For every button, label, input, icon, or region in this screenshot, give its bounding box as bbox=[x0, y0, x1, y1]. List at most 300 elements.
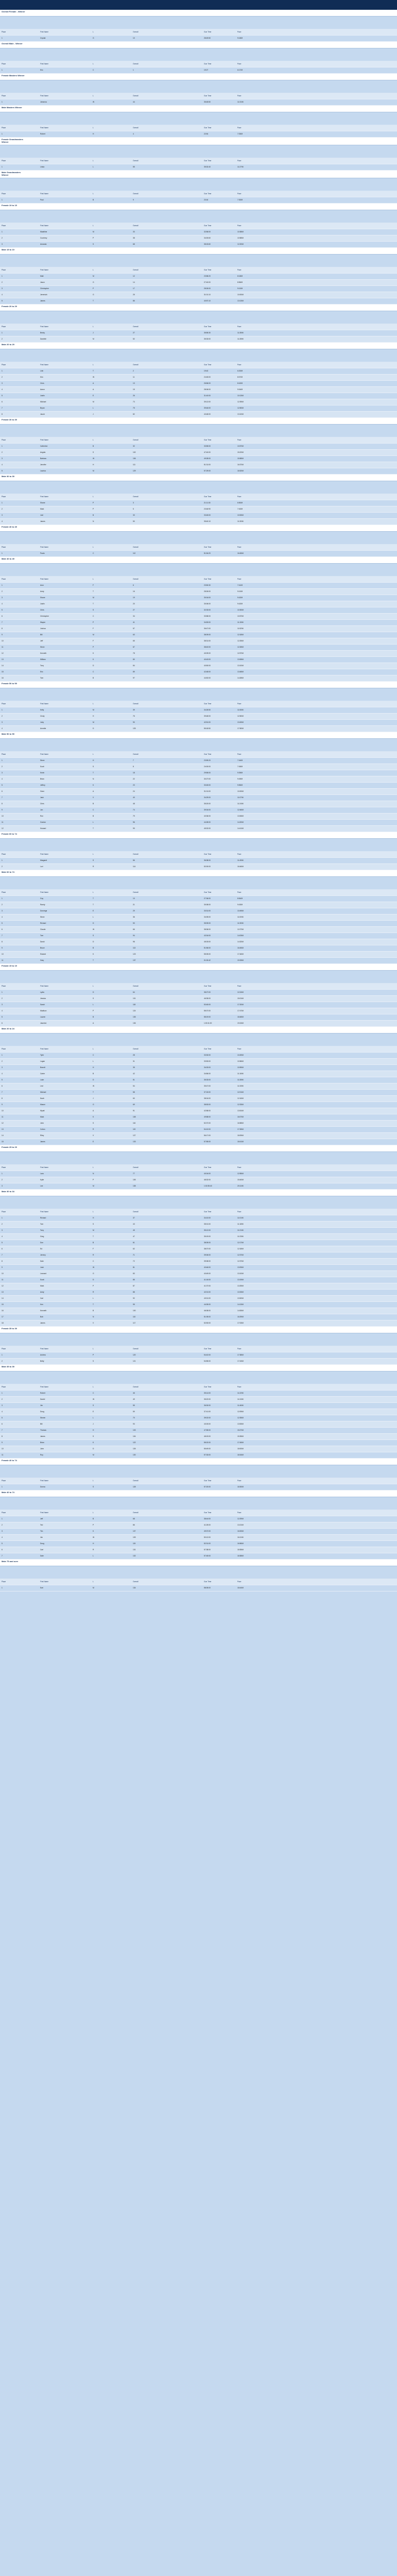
col-initial: M bbox=[93, 1586, 94, 1589]
col-overall: 123 bbox=[133, 953, 136, 955]
col-overall: 27 bbox=[133, 608, 135, 611]
col-overall: 101 bbox=[133, 997, 136, 999]
table-row bbox=[0, 1585, 397, 1591]
col-initial: M bbox=[93, 400, 94, 403]
category-heading bbox=[0, 1365, 397, 1371]
spacer-row bbox=[0, 1465, 397, 1478]
col-pace: 14:53/M bbox=[237, 1309, 244, 1312]
col-gun-time: 43:01:00 bbox=[204, 1297, 211, 1299]
col-first-name: Donnege bbox=[40, 909, 47, 912]
col-initial: S bbox=[93, 1404, 94, 1406]
col-initial: K bbox=[93, 652, 94, 654]
col-overall-header: Overall bbox=[133, 224, 139, 227]
table-header-row bbox=[0, 362, 397, 368]
col-pace: 11:07/M bbox=[237, 796, 244, 799]
col-first-name: Paola bbox=[40, 552, 45, 554]
col-pace: 16:29/M bbox=[237, 1315, 244, 1318]
category-title: Female 40 to 74 bbox=[2, 1459, 17, 1462]
col-first-name-header: First Name bbox=[40, 1511, 49, 1514]
col-first-name: Justin bbox=[40, 602, 45, 605]
col-initial-header: L bbox=[93, 853, 94, 855]
col-first-name: James bbox=[40, 1435, 45, 1437]
col-first-name: Eric bbox=[40, 670, 43, 673]
col-pace: 12:24/M bbox=[237, 991, 244, 993]
col-pace: 13:51/M bbox=[237, 1109, 244, 1112]
table-row bbox=[0, 336, 397, 343]
col-overall: 57 bbox=[133, 627, 135, 630]
col-place: 10 bbox=[2, 1109, 4, 1112]
table-row bbox=[0, 330, 397, 336]
col-first-name: Earl bbox=[40, 1586, 43, 1589]
col-pace: 16:56/M bbox=[237, 1542, 244, 1545]
col-first-name: David bbox=[40, 940, 45, 943]
col-gun-time: 52:31:00 bbox=[204, 1542, 211, 1545]
col-overall: 6 bbox=[133, 584, 134, 586]
spacer-row bbox=[0, 688, 397, 701]
col-gun-time: 39:48:00 bbox=[204, 715, 211, 717]
col-gun-time-header: Gun Time bbox=[204, 1347, 212, 1350]
col-pace: 17:45/M bbox=[237, 1441, 244, 1444]
table-row bbox=[0, 952, 397, 958]
col-first-name-header: First Name bbox=[40, 224, 49, 227]
col-pace-header: Pace bbox=[237, 325, 241, 328]
col-gun-time: 58:05:00 bbox=[204, 1586, 211, 1589]
table-row bbox=[0, 958, 397, 964]
col-gun-time: 35:14:00 bbox=[204, 1392, 211, 1394]
table-row bbox=[0, 393, 397, 399]
col-first-name: Margaret bbox=[40, 859, 47, 861]
col-overall: 86 bbox=[133, 299, 135, 302]
col-initial: F bbox=[93, 584, 94, 586]
col-pace: 7:45/M bbox=[237, 765, 243, 768]
col-overall: 68 bbox=[133, 1517, 135, 1520]
col-pace: 11:28/M bbox=[237, 1078, 244, 1081]
spacer-row bbox=[0, 481, 397, 494]
col-place: 7 bbox=[2, 1253, 3, 1256]
col-pace: 15:35/M bbox=[237, 1435, 244, 1437]
col-gun-time: 55:07:00 bbox=[204, 1009, 211, 1012]
col-initial: H bbox=[93, 715, 94, 717]
table-row bbox=[0, 902, 397, 908]
col-first-name: Shane bbox=[40, 501, 45, 504]
col-initial: H bbox=[93, 1216, 94, 1219]
col-place: 14 bbox=[2, 664, 4, 667]
table-row bbox=[0, 858, 397, 864]
col-pace: 17:50/M bbox=[237, 727, 244, 730]
col-initial: V bbox=[93, 796, 94, 799]
table-row bbox=[0, 381, 397, 387]
result-section bbox=[0, 42, 397, 74]
col-overall-header: Overall bbox=[133, 853, 139, 855]
col-pace: 10:00/M bbox=[237, 790, 244, 792]
col-overall: 30 bbox=[133, 514, 135, 516]
col-place: 15 bbox=[2, 1140, 4, 1143]
col-gun-time: 38:31:00 bbox=[204, 639, 211, 642]
col-overall: 22 bbox=[133, 777, 135, 780]
col-first-name: Claude bbox=[40, 928, 46, 930]
col-initial-header: L bbox=[93, 62, 94, 65]
col-overall: 131 bbox=[133, 1548, 136, 1551]
col-place: 4 bbox=[2, 1235, 3, 1238]
col-place: 1 bbox=[2, 331, 3, 334]
col-gun-time: 38:04:00 bbox=[204, 1097, 211, 1099]
col-gun-time: 38:09:00 bbox=[204, 633, 211, 636]
col-pace: 9:10/M bbox=[237, 287, 243, 290]
spacer-row bbox=[0, 839, 397, 852]
col-gun-time: 51:56:00 bbox=[204, 946, 211, 949]
spacer-row bbox=[0, 1333, 397, 1346]
col-overall: 124 bbox=[133, 1009, 136, 1012]
col-gun-time: 29:55:00 bbox=[204, 771, 211, 774]
col-initial: C bbox=[93, 1260, 94, 1262]
col-pace: 12:37/M bbox=[237, 1260, 244, 1262]
col-overall: 24 bbox=[133, 790, 135, 792]
result-section bbox=[0, 682, 397, 732]
col-first-name-header: First Name bbox=[40, 702, 49, 705]
col-first-name: Dale bbox=[40, 1260, 44, 1262]
col-pace: 12:37/M bbox=[237, 1253, 244, 1256]
spacer-row bbox=[0, 178, 397, 191]
spacer-row bbox=[0, 425, 397, 437]
col-overall-header: Overall bbox=[133, 94, 139, 97]
col-initial: N bbox=[93, 1315, 94, 1318]
col-first-name: Lydia bbox=[40, 991, 44, 993]
col-place: 4 bbox=[2, 1072, 3, 1075]
category-heading bbox=[0, 474, 397, 481]
col-gun-time: 48:32:00 bbox=[204, 1178, 211, 1181]
col-pace: 11:00/M bbox=[237, 916, 244, 918]
col-pace: 10:49/M bbox=[237, 909, 244, 912]
col-gun-time: 40:48:00 bbox=[204, 413, 211, 415]
col-gun-time: 24:45:00 bbox=[204, 376, 211, 378]
col-initial: C bbox=[93, 615, 94, 617]
col-first-name: Tyler bbox=[40, 1054, 44, 1056]
col-pace: 12:17/M bbox=[237, 1241, 244, 1244]
category-heading bbox=[0, 1490, 397, 1497]
col-initial: C bbox=[93, 808, 94, 811]
col-gun-time: 47:55:00 bbox=[204, 1429, 211, 1431]
col-first-name: Ed bbox=[40, 1247, 43, 1250]
col-gun-time: 35:39:00 bbox=[204, 922, 211, 924]
col-place-header: Place bbox=[2, 1166, 6, 1168]
spacer-row bbox=[0, 16, 397, 29]
col-initial: S bbox=[93, 934, 94, 937]
col-initial: P bbox=[93, 1523, 94, 1526]
col-pace-header: Pace bbox=[237, 1385, 241, 1388]
col-initial: W bbox=[93, 100, 95, 103]
col-place: 16 bbox=[2, 1309, 4, 1312]
table-row bbox=[0, 286, 397, 292]
col-place: 7 bbox=[2, 796, 3, 799]
col-overall-header: Overall bbox=[133, 702, 139, 705]
col-place: 1 bbox=[2, 445, 3, 447]
col-overall: 107 bbox=[133, 1530, 136, 1532]
category-heading bbox=[0, 964, 397, 971]
col-first-name: Kenneth bbox=[40, 1309, 47, 1312]
col-overall-header: Overall bbox=[133, 1479, 139, 1482]
col-place: 12 bbox=[2, 827, 4, 829]
col-place: 1 bbox=[2, 897, 3, 900]
col-first-name: Jim bbox=[40, 1404, 43, 1406]
col-first-name-header: First Name bbox=[40, 753, 49, 755]
col-initial: M bbox=[93, 230, 94, 233]
col-place-header: Place bbox=[2, 702, 6, 705]
col-first-name: Becky bbox=[40, 331, 45, 334]
col-first-name: Jennifer bbox=[40, 463, 46, 466]
col-first-name: Bruce bbox=[40, 946, 45, 949]
col-first-name-header: First Name bbox=[40, 578, 49, 580]
col-gun-time: 45:03:00 bbox=[204, 940, 211, 943]
col-gun-time: 41:16:00 bbox=[204, 1278, 211, 1281]
table-header-row bbox=[0, 437, 397, 444]
col-initial: C bbox=[93, 1392, 94, 1394]
col-overall-header: Overall bbox=[133, 1166, 139, 1168]
col-pace: 13:06/M bbox=[237, 815, 244, 817]
col-place: 2 bbox=[2, 281, 3, 283]
category-heading bbox=[0, 106, 397, 112]
col-gun-time-header: Gun Time bbox=[204, 1166, 212, 1168]
col-place: 8 bbox=[2, 413, 3, 415]
col-pace: 12:55/M bbox=[237, 1172, 244, 1175]
col-first-name: Jeff bbox=[40, 1517, 43, 1520]
col-overall: 90 bbox=[133, 721, 135, 723]
col-initial: D bbox=[93, 940, 94, 943]
col-overall: 98 bbox=[133, 940, 135, 943]
col-pace: 11:15/M bbox=[237, 621, 244, 623]
category-title: Female 40 to 49 bbox=[2, 526, 17, 528]
spacer-row bbox=[0, 112, 397, 125]
col-overall: 80 bbox=[133, 658, 135, 660]
col-first-name: Jim bbox=[40, 1536, 43, 1538]
col-first-name-header: First Name bbox=[40, 495, 49, 498]
col-pace-header: Pace bbox=[237, 578, 241, 580]
col-initial: E bbox=[93, 1140, 94, 1143]
col-initial: L bbox=[93, 916, 94, 918]
table-row bbox=[0, 99, 397, 106]
col-initial: W bbox=[93, 928, 95, 930]
col-initial: T bbox=[93, 959, 94, 961]
col-initial: M bbox=[93, 596, 94, 599]
col-first-name: Jeffrey bbox=[40, 784, 45, 786]
col-overall: 56 bbox=[133, 859, 135, 861]
col-overall: 17 bbox=[133, 287, 135, 290]
col-overall: 135 bbox=[133, 1015, 136, 1018]
col-initial: L bbox=[93, 1416, 94, 1419]
spacer-row bbox=[0, 349, 397, 362]
category-title: Female Masters Winner bbox=[2, 74, 25, 77]
col-place: 5 bbox=[2, 1416, 3, 1419]
col-overall: 138 bbox=[133, 1184, 136, 1187]
col-initial: L bbox=[93, 1554, 94, 1557]
table-row bbox=[0, 551, 397, 557]
col-pace: 9:49/M bbox=[237, 777, 243, 780]
col-pace: 10:57/M bbox=[237, 445, 244, 447]
col-pace: 9:42/M bbox=[237, 602, 243, 605]
col-gun-time: 55:05:00 bbox=[204, 953, 211, 955]
col-overall: 21 bbox=[133, 903, 135, 906]
category-heading bbox=[0, 10, 397, 16]
col-first-name: Chris bbox=[40, 382, 44, 384]
col-initial: M bbox=[93, 708, 94, 711]
col-gun-time: 35:40:10 bbox=[204, 520, 211, 522]
table-row bbox=[0, 714, 397, 720]
table-header-row bbox=[0, 191, 397, 197]
col-first-name: Tom bbox=[40, 1223, 44, 1225]
table-row bbox=[0, 1314, 397, 1320]
col-gun-time: 39:34:00 bbox=[204, 808, 211, 811]
col-place: 10 bbox=[2, 953, 4, 955]
col-pace: 11:24/M bbox=[237, 802, 244, 805]
col-pace-header: Pace bbox=[237, 159, 241, 162]
col-place: 1 bbox=[2, 230, 3, 233]
col-gun-time: 19:43 bbox=[204, 369, 209, 372]
category-title: Male 30 to 39 bbox=[2, 475, 14, 478]
col-initial: J bbox=[93, 331, 94, 334]
col-gun-time-header: Gun Time bbox=[204, 363, 212, 366]
col-initial: F bbox=[93, 627, 94, 630]
table-row bbox=[0, 1108, 397, 1114]
col-first-name: Howard bbox=[40, 827, 46, 829]
table-row bbox=[0, 1002, 397, 1008]
col-initial: S bbox=[93, 997, 94, 999]
col-first-name: Crystal bbox=[40, 37, 46, 39]
col-pace: 10:59/M bbox=[237, 1066, 244, 1069]
result-section bbox=[0, 418, 397, 474]
col-initial: L bbox=[93, 1297, 94, 1299]
col-first-name: Tony bbox=[40, 664, 44, 667]
col-place: 1 bbox=[2, 708, 3, 711]
col-first-name: Tom bbox=[40, 676, 44, 679]
col-place: 2 bbox=[2, 507, 3, 510]
table-row bbox=[0, 280, 397, 286]
col-first-name: William bbox=[40, 658, 46, 660]
col-initial: W bbox=[93, 457, 95, 460]
table-row bbox=[0, 638, 397, 645]
table-header-row bbox=[0, 93, 397, 99]
col-place: 8 bbox=[2, 1260, 3, 1262]
table-row bbox=[0, 1271, 397, 1277]
col-overall: 99 bbox=[133, 827, 135, 829]
col-pace: 12:09/M bbox=[237, 1410, 244, 1413]
col-initial: F bbox=[93, 639, 94, 642]
col-initial-header: L bbox=[93, 495, 94, 498]
col-first-name: Bill bbox=[40, 1422, 43, 1425]
col-first-name: Steve bbox=[40, 646, 45, 648]
col-first-name: Paul bbox=[40, 198, 44, 201]
category-heading bbox=[0, 525, 397, 532]
spacer-row bbox=[0, 80, 397, 93]
col-overall: 114 bbox=[133, 865, 136, 868]
col-gun-time: 1:00:11:00 bbox=[204, 1022, 212, 1024]
col-pace: 12:27/M bbox=[237, 928, 244, 930]
result-section bbox=[0, 171, 397, 204]
col-overall: 46 bbox=[133, 1392, 135, 1394]
col-pace: 13:08/M bbox=[237, 658, 244, 660]
col-pace-header: Pace bbox=[237, 1347, 241, 1350]
table-row bbox=[0, 864, 397, 870]
col-initial: C bbox=[93, 552, 94, 554]
col-first-name: Jeremy bbox=[40, 1253, 46, 1256]
table-row bbox=[0, 1440, 397, 1446]
col-pace: 10:53/M bbox=[237, 514, 244, 516]
col-place: 1 bbox=[2, 859, 3, 861]
col-initial: C bbox=[93, 69, 94, 71]
col-overall: 105 bbox=[133, 1178, 136, 1181]
col-first-name: Betty bbox=[40, 1360, 44, 1362]
col-pace: 8:18/M bbox=[237, 275, 243, 277]
col-first-name: James bbox=[40, 1321, 45, 1324]
category-title: Male 15 to 19 bbox=[2, 248, 14, 251]
col-gun-time: 33:53:00 bbox=[204, 1060, 211, 1062]
col-place: 6 bbox=[2, 1548, 3, 1551]
col-overall: 52 bbox=[133, 337, 135, 340]
col-first-name-header: First Name bbox=[40, 1047, 49, 1050]
category-heading bbox=[0, 1190, 397, 1196]
col-place: 12 bbox=[2, 1284, 4, 1287]
col-pace: 20:11/M bbox=[237, 1184, 244, 1187]
col-initial: W bbox=[93, 1266, 95, 1268]
category-heading bbox=[0, 204, 397, 210]
col-pace: 13:33/M bbox=[237, 1291, 244, 1293]
col-overall-header: Overall bbox=[133, 578, 139, 580]
col-pace: 10:00/M bbox=[237, 293, 244, 296]
table-row bbox=[0, 513, 397, 519]
col-place: 12 bbox=[2, 652, 4, 654]
col-initial: R bbox=[93, 1291, 94, 1293]
col-first-name: Gordon bbox=[40, 821, 46, 823]
col-gun-time: 19:27 bbox=[204, 69, 209, 71]
col-first-name: Tim bbox=[40, 1530, 43, 1532]
col-place: 2 bbox=[2, 765, 3, 768]
col-place: 5 bbox=[2, 469, 3, 472]
col-place: 2 bbox=[2, 236, 3, 239]
category-heading bbox=[0, 1327, 397, 1333]
category-subtitle: Winner bbox=[2, 174, 9, 176]
col-pace: 11:23/M bbox=[237, 1235, 244, 1238]
table-row bbox=[0, 1302, 397, 1308]
table-header-row bbox=[0, 1579, 397, 1585]
col-gun-time: 30:27:00 bbox=[204, 777, 211, 780]
col-overall: 117 bbox=[133, 1321, 136, 1324]
col-overall: 19 bbox=[133, 596, 135, 599]
spacer-row bbox=[0, 1371, 397, 1384]
table-row bbox=[0, 1114, 397, 1121]
col-overall: 9 bbox=[133, 198, 134, 201]
table-row bbox=[0, 614, 397, 620]
col-initial: A bbox=[93, 388, 94, 391]
table-row bbox=[0, 164, 397, 171]
table-row bbox=[0, 607, 397, 614]
col-overall: 89 bbox=[133, 670, 135, 673]
col-gun-time: 46:35:00 bbox=[204, 997, 211, 999]
col-initial: B bbox=[93, 802, 94, 805]
col-pace: 9:04/M bbox=[237, 388, 243, 391]
col-pace: 18:44/M bbox=[237, 1586, 244, 1589]
col-first-name: Robert bbox=[40, 132, 45, 135]
col-overall: 130 bbox=[133, 1453, 136, 1456]
col-initial-header: L bbox=[93, 985, 94, 987]
col-pace: 16:07/M bbox=[237, 1115, 244, 1118]
col-overall: 40 bbox=[133, 796, 135, 799]
col-first-name: Gene bbox=[40, 790, 45, 792]
category-title: Female 19 to 15 bbox=[2, 204, 17, 207]
col-initial-header: L bbox=[93, 126, 94, 129]
category-heading bbox=[0, 171, 397, 178]
result-section bbox=[0, 248, 397, 304]
col-initial: D bbox=[93, 991, 94, 993]
col-first-name-header: First Name bbox=[40, 891, 49, 893]
col-overall: 127 bbox=[133, 1134, 136, 1137]
